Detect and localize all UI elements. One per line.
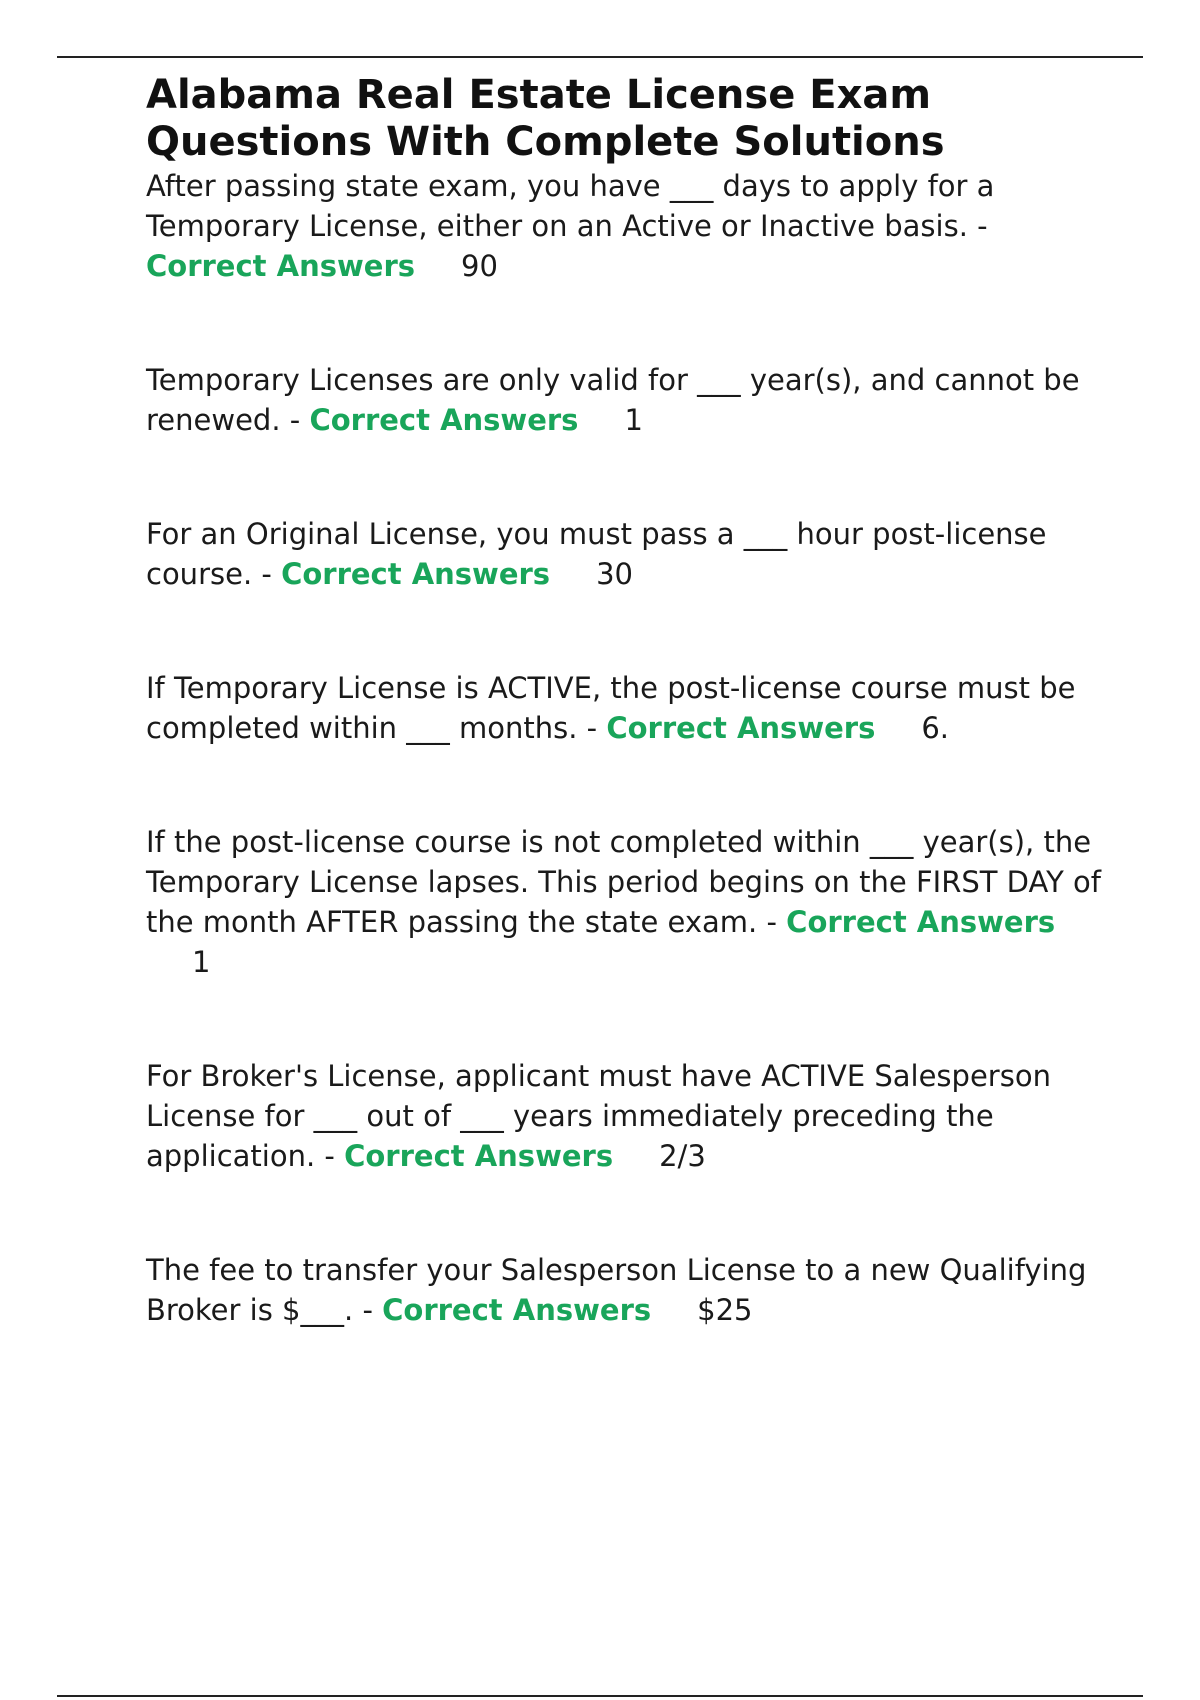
- question-text: The fee to transfer your Salesperson License to a new Qualifying Broker is $___. -: [146, 1253, 1087, 1327]
- question-item: [146, 166, 1106, 286]
- answer-value: 30: [596, 557, 633, 591]
- correct-answers-label: Correct Answers: [382, 1293, 652, 1327]
- question-item: [146, 514, 1106, 594]
- top-rule: [57, 56, 1143, 58]
- bottom-rule: [57, 1695, 1143, 1697]
- document-title: Alabama Real Estate License Exam Questions With Complete Solutions: [146, 72, 945, 165]
- question-text: If the post-license course is not completed within ___ year(s), the Temporary License lapses. This period begins on the FIRST DAY of the month AFTER passing the state exam. -: [146, 825, 1101, 939]
- answer-value: 6.: [921, 711, 950, 745]
- question-text: For an Original License, you must pass a ___ hour post-license course. -: [146, 517, 1047, 591]
- question-text: For Broker's License, applicant must have ACTIVE Salesperson License for ___ out of ___ years immediately preceding the application. -: [146, 1059, 1051, 1173]
- correct-answers-label: Correct Answers: [309, 403, 579, 437]
- answer-value: 90: [461, 249, 498, 283]
- correct-answers-label: Correct Answers: [786, 905, 1056, 939]
- correct-answers-label: Correct Answers: [606, 711, 876, 745]
- answer-value: 1: [192, 945, 211, 979]
- question-text: After passing state exam, you have ___ days to apply for a Temporary License, either on an Active or Inactive basis. -: [146, 169, 995, 243]
- correct-answers-label: Correct Answers: [281, 557, 551, 591]
- question-item: [146, 668, 1106, 748]
- correct-answers-label: Correct Answers: [344, 1139, 614, 1173]
- question-text: If Temporary License is ACTIVE, the post-license course must be completed within ___ months. -: [146, 671, 1076, 745]
- question-item: [146, 360, 1106, 440]
- question-text: Temporary Licenses are only valid for ___ year(s), and cannot be renewed. -: [146, 363, 1080, 437]
- correct-answers-label: Correct Answers: [146, 249, 416, 283]
- question-item: [146, 822, 1106, 982]
- answer-value: 2/3: [659, 1139, 706, 1173]
- document-body: [146, 72, 1106, 1330]
- answer-value: $25: [697, 1293, 753, 1327]
- question-item: [146, 1056, 1106, 1176]
- question-item: [146, 1250, 1106, 1330]
- answer-value: 1: [624, 403, 643, 437]
